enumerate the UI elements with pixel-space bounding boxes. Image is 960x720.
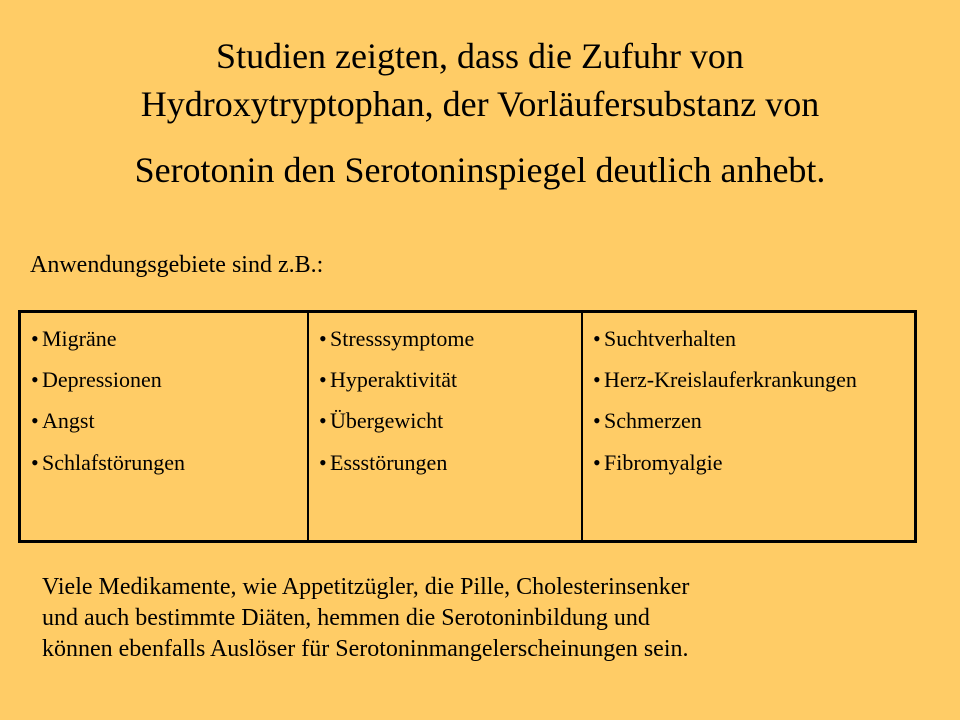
- list-item-label: Schmerzen: [604, 408, 702, 434]
- title-line-2: Hydroxytryptophan, der Vorläufersubstanz von: [140, 84, 820, 124]
- list-item: [31, 368, 297, 392]
- list-item-label: Suchtverhalten: [604, 326, 736, 351]
- footer-line-3: können ebenfalls Auslöser für Serotoninmangelerscheinungen sein.: [42, 636, 689, 663]
- list-item-label: Hyperaktivität: [330, 367, 458, 393]
- bullet-icon: •: [319, 449, 327, 475]
- list-item-label: Depressionen: [42, 367, 162, 393]
- bullet-icon: •: [319, 408, 327, 434]
- list-item: [593, 368, 904, 392]
- slide-title: [40, 38, 920, 188]
- list-item: [593, 409, 904, 433]
- table-column-2: [307, 313, 581, 540]
- list-item: [31, 327, 297, 351]
- list-item: [319, 409, 571, 433]
- list-item: [31, 409, 297, 433]
- footer-paragraph: [42, 572, 912, 666]
- bullet-icon: •: [593, 326, 601, 351]
- list-item-label: Essstörungen: [330, 449, 448, 475]
- footer-line-2: und auch bestimmte Diäten, hemmen die Serotoninbildung und: [42, 605, 650, 632]
- list-item: [319, 451, 571, 475]
- list-item-label: Stresssymptome: [330, 326, 475, 351]
- list-item: [319, 368, 571, 392]
- bullet-icon: •: [593, 408, 601, 434]
- bullet-icon: •: [31, 449, 39, 475]
- list-item: [593, 327, 904, 351]
- bullet-icon: •: [319, 367, 327, 393]
- bullet-icon: •: [593, 449, 601, 475]
- list-item-label: Herz-Kreislauferkrankungen: [604, 367, 857, 393]
- table-column-3: [581, 313, 914, 540]
- list-item: [31, 451, 297, 475]
- table-column-1: [21, 313, 307, 540]
- bullet-icon: •: [31, 408, 39, 434]
- list-item-label: Schlafstörungen: [42, 449, 185, 475]
- bullet-icon: •: [31, 326, 39, 351]
- title-line-1: Studien zeigten, dass die Zufuhr von: [216, 36, 744, 76]
- list-item: [319, 327, 571, 351]
- footer-line-1: Viele Medikamente, wie Appetitzügler, die Pille, Cholesterinsenker: [42, 574, 690, 600]
- bullet-icon: •: [31, 367, 39, 393]
- title-line-3: Serotonin den Serotoninspiegel deutlich anhebt.: [134, 150, 826, 190]
- application-areas-table: [18, 310, 917, 543]
- intro-text: Anwendungsgebiete sind z.B.:: [30, 252, 324, 278]
- list-item-label: Migräne: [42, 326, 117, 351]
- bullet-icon: •: [319, 326, 327, 351]
- list-item-label: Übergewicht: [330, 408, 444, 434]
- list-item-label: Fibromyalgie: [604, 449, 723, 475]
- list-item-label: Angst: [42, 408, 95, 434]
- bullet-icon: •: [593, 367, 601, 393]
- list-item: [593, 451, 904, 475]
